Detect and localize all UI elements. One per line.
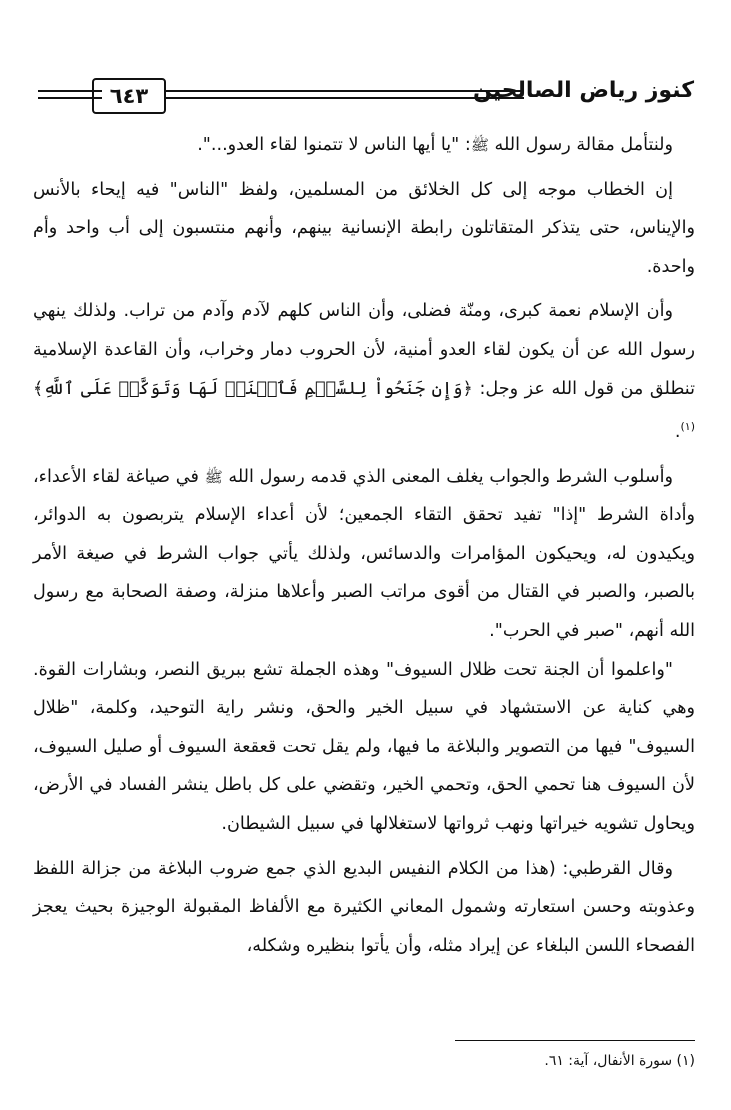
header-rule xyxy=(166,90,524,99)
salawat-symbol: ﷺ xyxy=(470,136,489,154)
paragraph-1: ولنتأمل مقالة رسول الله ﷺ: "يا أيها الناس لا تتمنوا لقاء العدو...". xyxy=(197,135,673,155)
paragraph-5: "واعلموا أن الجنة تحت ظلال السيوف" وهذه الجملة تشع ببريق النصر، وبشارات القوة. وهي كناية عن الاستشهاد في سبيل الخير والحق، ونشر راية التوحيد، وكلمة، "ظلال السيوف" فيها من التصوير والبلاغة ما فيها، ولم يقل تحت قعقعة السيوف أو صليل السيوف، لأن السيوف هنا تحمي الحق، وتحمي الخير، وتقضي على كل باطل ينشر الفساد في الأرض، ويحاول تشويه خيراتها ونهب ثرواتها لاستغلالها في سبيل الشيطان. xyxy=(33,659,695,834)
paragraph-4: وأسلوب الشرط والجواب يغلف المعنى الذي قدمه رسول الله ﷺ في صياغة لقاء الأعداء، وأداة الشرط "إذا" تفيد تحقق التقاء الجمعين؛ لأن أعداء الإسلام يتربصون به الدوائر، ويكيدون له، ويحيكون المؤامرات والدسائس، ولذلك يأتي جواب الشرط في صيغة الأمر بالصبر، والصبر في القتال من أقوى مراتب الصبر وأعلاها منزلة، وصفة الصحابة مع رسول الله أنهم، "صبر في الحرب". xyxy=(33,466,695,641)
footnote: (١) سورة الأنفال، آية: ٦١. xyxy=(544,1053,695,1069)
footnote-divider xyxy=(455,1040,695,1041)
quran-verse: ﴿وَإِن جَنَحُواْ لِلسَّلۡمِ فَٱجۡنَحۡ لَهَا وَتَوَكَّلۡ عَلَى ٱللَّهِ﴾ xyxy=(33,378,473,399)
paragraph-3: وأن الإسلام نعمة كبرى، ومنّة فضلى، وأن الناس كلهم لآدم وآدم من تراب. ولذلك ينهي رسول الله عن أن يكون لقاء العدو أمنية، لأن الحروب دمار وخراب، وأن القاعدة الإسلامية تنطلق من قول الله عز وجل: ﴿وَإِن جَنَحُواْ لِلسَّلۡمِ فَٱجۡنَحۡ لَهَا وَتَوَكَّلۡ عَلَى ٱللَّهِ﴾$^{(١)}$. xyxy=(33,301,695,443)
page-header xyxy=(38,72,694,116)
paragraph-2: إن الخطاب موجه إلى كل الخلائق من المسلمين، ولفظ "الناس" فيه إيحاء بالأنس والإيناس، حتى يتذكر المتقاتلون رابطة الإنسانية بينهم، وأنهم منتسبون إلى أب واحد وأم واحدة. xyxy=(33,179,695,277)
body-text xyxy=(33,126,695,965)
footnote-marker: (١) xyxy=(680,420,695,434)
salawat-symbol: ﷺ xyxy=(204,467,223,486)
paragraph-6: وقال القرطبي: (هذا من الكلام النفيس البديع الذي جمع ضروب البلاغة من جزالة اللفظ وعذوبته وحسن استعارته وشمول المعاني الكثيرة مع الألفاظ المقبولة الوجيزة بحيث يعجز الفصحاء اللسن البلغاء عن إيراد مثله، وأن يأتوا بنظيره وشكله، xyxy=(33,858,695,956)
header-rule-end xyxy=(38,90,102,99)
book-title: كنوز رياض الصالحين xyxy=(473,78,694,103)
page-number: ٦٤٣ xyxy=(92,78,166,114)
